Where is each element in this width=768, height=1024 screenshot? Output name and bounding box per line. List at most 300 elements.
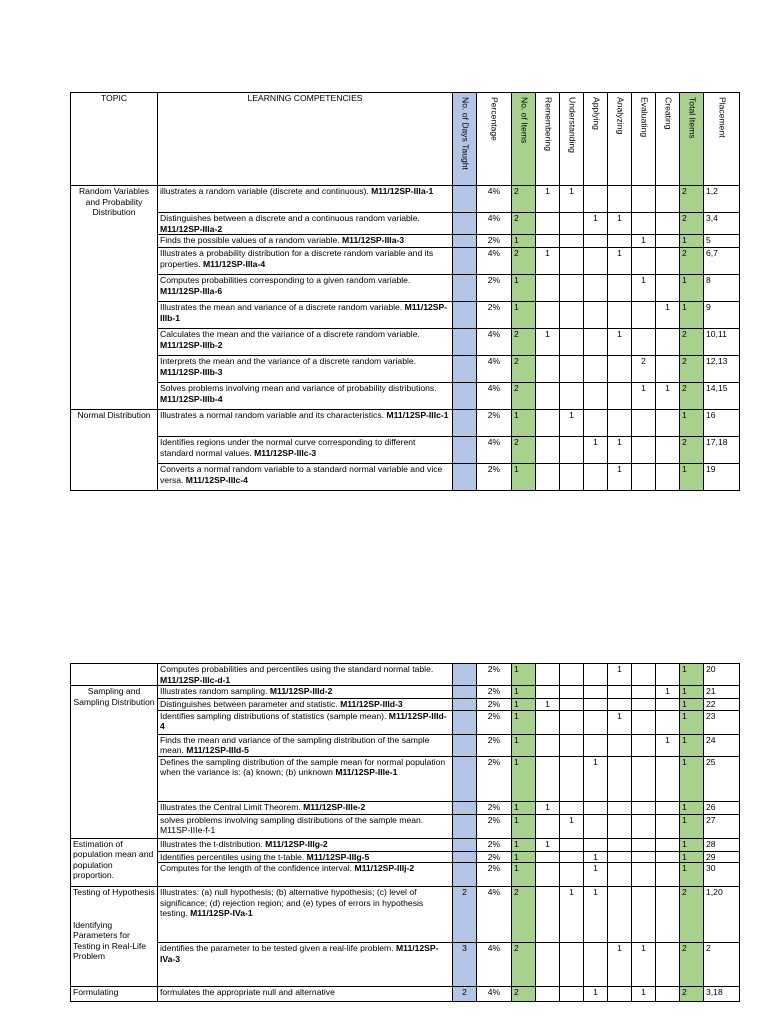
topic-sampling-distribution — [71, 686, 158, 839]
header-topic: TOPIC — [71, 93, 158, 186]
competency-cell — [158, 838, 453, 851]
percentage-cell: 2% — [477, 302, 512, 329]
applying-cell — [584, 664, 608, 686]
table-of-specifications-page-1 — [70, 92, 740, 491]
table-row — [71, 987, 740, 1002]
creating-cell — [656, 248, 680, 275]
understanding-cell — [560, 248, 584, 275]
competency-text: Interprets the mean and the variance of a discrete random variable. — [160, 356, 417, 366]
total-items-cell: 1 — [680, 710, 704, 734]
competency-code: M11/12SP-IIIa-1 — [371, 186, 434, 196]
competency-cell — [158, 356, 453, 383]
understanding-cell — [560, 838, 584, 851]
understanding-cell — [560, 383, 584, 410]
competency-text: Defines the sampling distribution of the sample mean for normal population when the variance is: (a) known; (b) unknown — [160, 756, 446, 777]
topic-estimation — [71, 838, 158, 887]
competency-code: M11/12SP-IIIb-1 — [160, 302, 448, 323]
items-cell: 1 — [512, 699, 536, 711]
remembering-cell — [536, 383, 560, 410]
table-row — [71, 943, 740, 987]
remembering-cell — [536, 235, 560, 248]
remembering-cell — [536, 410, 560, 437]
topic-label: Estimation of population mean and population proportion. — [73, 838, 154, 880]
placement-cell: 6,7 — [704, 248, 740, 275]
remembering-cell — [536, 863, 560, 887]
creating-cell — [656, 987, 680, 1002]
days-cell — [453, 814, 477, 838]
items-cell: 1 — [512, 756, 536, 801]
remembering-cell — [536, 664, 560, 686]
percentage-cell: 2% — [477, 686, 512, 699]
topic-label: Random Variables and Probability Distribution — [78, 186, 150, 217]
competency-text: Illustrates a normal random variable and its characteristics. — [160, 410, 385, 420]
applying-cell — [584, 186, 608, 213]
competency-cell — [158, 248, 453, 275]
understanding-cell — [560, 464, 584, 491]
creating-cell: 1 — [656, 734, 680, 756]
creating-cell — [656, 801, 680, 814]
placement-cell: 12,13 — [704, 356, 740, 383]
header-placement: Placement — [704, 93, 740, 186]
table-row — [71, 851, 740, 863]
understanding-cell — [560, 664, 584, 686]
evaluating-cell — [632, 302, 656, 329]
header-competencies: LEARNING COMPETENCIES — [158, 93, 453, 186]
competency-cell — [158, 734, 453, 756]
placement-cell: 20 — [704, 664, 740, 686]
remembering-cell: 1 — [536, 801, 560, 814]
analyzing-cell — [608, 801, 632, 814]
analyzing-cell — [608, 275, 632, 302]
creating-cell — [656, 410, 680, 437]
evaluating-cell — [632, 838, 656, 851]
header-row — [71, 93, 740, 186]
remembering-cell — [536, 686, 560, 699]
items-cell: 1 — [512, 863, 536, 887]
understanding-cell — [560, 437, 584, 464]
competency-cell — [158, 275, 453, 302]
competency-code: M11/12SP-IIIa-6 — [160, 285, 223, 296]
remembering-cell — [536, 356, 560, 383]
total-items-cell: 2 — [680, 186, 704, 213]
analyzing-cell: 1 — [608, 464, 632, 491]
percentage-cell: 4% — [477, 887, 512, 943]
days-cell — [453, 801, 477, 814]
competency-text: Computes probabilities and percentiles using the standard normal table. — [160, 664, 434, 674]
applying-cell: 1 — [584, 887, 608, 943]
placement-cell: 14,15 — [704, 383, 740, 410]
items-cell: 1 — [512, 235, 536, 248]
competency-cell — [158, 464, 453, 491]
items-cell: 1 — [512, 686, 536, 699]
competency-cell — [158, 213, 453, 235]
competency-cell — [158, 814, 453, 838]
percentage-cell: 4% — [477, 356, 512, 383]
items-cell: 2 — [512, 887, 536, 943]
competency-cell — [158, 329, 453, 356]
applying-cell: 1 — [584, 851, 608, 863]
analyzing-cell: 1 — [608, 664, 632, 686]
applying-cell: 1 — [584, 437, 608, 464]
evaluating-cell — [632, 464, 656, 491]
competency-cell — [158, 710, 453, 734]
placement-cell: 28 — [704, 838, 740, 851]
days-cell — [453, 410, 477, 437]
placement-cell: 10,11 — [704, 329, 740, 356]
analyzing-cell — [608, 851, 632, 863]
creating-cell — [656, 699, 680, 711]
items-cell: 2 — [512, 943, 536, 987]
applying-cell — [584, 464, 608, 491]
table-row — [71, 664, 740, 686]
table-row — [71, 437, 740, 464]
table-row — [71, 699, 740, 711]
competency-text: Identifies percentiles using the t-table. — [160, 851, 305, 862]
competency-text: Computes probabilities corresponding to a given random variable. — [160, 275, 411, 285]
understanding-cell — [560, 213, 584, 235]
understanding-cell — [560, 699, 584, 711]
percentage-cell: 4% — [477, 987, 512, 1002]
topic-label: Testing of Hypothesis — [73, 887, 155, 897]
table-row — [71, 302, 740, 329]
percentage-cell: 2% — [477, 664, 512, 686]
placement-cell: 17,18 — [704, 437, 740, 464]
analyzing-cell — [608, 814, 632, 838]
creating-cell — [656, 863, 680, 887]
competency-code: M11/12SP-IIIa-4 — [203, 258, 266, 269]
competency-cell — [158, 863, 453, 887]
competency-cell — [158, 887, 453, 943]
competency-code: M11/12SP-IIIj-2 — [354, 863, 415, 873]
analyzing-cell — [608, 302, 632, 329]
applying-cell: 1 — [584, 756, 608, 801]
percentage-cell: 2% — [477, 734, 512, 756]
items-cell: 2 — [512, 213, 536, 235]
competency-code: M11/12SP-IIIe-2 — [303, 801, 366, 812]
total-items-cell: 2 — [680, 248, 704, 275]
competency-cell — [158, 186, 453, 213]
creating-cell — [656, 943, 680, 987]
creating-cell — [656, 851, 680, 863]
creating-cell — [656, 356, 680, 383]
creating-cell — [656, 329, 680, 356]
items-cell: 2 — [512, 383, 536, 410]
table-of-specifications-page-2 — [70, 663, 740, 1002]
analyzing-cell — [608, 838, 632, 851]
understanding-cell: 1 — [560, 887, 584, 943]
header-items: No. of Items — [512, 93, 536, 186]
creating-cell — [656, 814, 680, 838]
applying-cell — [584, 814, 608, 838]
percentage-cell: 2% — [477, 814, 512, 838]
days-cell — [453, 710, 477, 734]
total-items-cell: 2 — [680, 213, 704, 235]
days-cell — [453, 838, 477, 851]
percentage-cell: 4% — [477, 329, 512, 356]
analyzing-cell — [608, 383, 632, 410]
topic-normal-distribution — [71, 410, 158, 491]
analyzing-cell: 1 — [608, 437, 632, 464]
remembering-cell: 1 — [536, 186, 560, 213]
total-items-cell: 1 — [680, 851, 704, 863]
competency-code: M11/12SP-IIIc-4 — [185, 474, 248, 485]
creating-cell — [656, 275, 680, 302]
table-row — [71, 356, 740, 383]
remembering-cell — [536, 734, 560, 756]
table-row — [71, 838, 740, 851]
remembering-cell: 1 — [536, 248, 560, 275]
items-cell: 1 — [512, 275, 536, 302]
total-items-cell: 1 — [680, 734, 704, 756]
creating-cell — [656, 186, 680, 213]
days-cell — [453, 664, 477, 686]
evaluating-cell: 1 — [632, 275, 656, 302]
days-cell — [453, 383, 477, 410]
competency-text: Calculates the mean and the variance of a discrete random variable. — [160, 329, 420, 339]
competency-cell — [158, 987, 453, 1002]
competency-text: Solves problems involving mean and variance of probability distributions. — [160, 383, 437, 393]
table-body — [71, 664, 740, 1002]
placement-cell: 26 — [704, 801, 740, 814]
table-row — [71, 863, 740, 887]
percentage-cell: 2% — [477, 710, 512, 734]
total-items-cell: 2 — [680, 987, 704, 1002]
header-analyzing: Analyzing — [608, 93, 632, 186]
items-cell: 2 — [512, 248, 536, 275]
analyzing-cell — [608, 756, 632, 801]
understanding-cell — [560, 329, 584, 356]
total-items-cell: 2 — [680, 887, 704, 943]
evaluating-cell: 1 — [632, 383, 656, 410]
topic-testing-hypothesis — [71, 887, 158, 987]
competency-cell — [158, 851, 453, 863]
table-row — [71, 213, 740, 235]
placement-cell: 3,18 — [704, 987, 740, 1002]
topic-empty — [71, 664, 158, 686]
table-row — [71, 383, 740, 410]
header-remembering: Remembering — [536, 93, 560, 186]
competency-text: solves problems involving sampling distributions of the sample mean. M11SP-IIIe-f-1 — [160, 814, 424, 835]
analyzing-cell: 1 — [608, 943, 632, 987]
competency-code: M11/12SP-IIId-2 — [269, 686, 333, 696]
evaluating-cell — [632, 686, 656, 699]
percentage-cell: 2% — [477, 275, 512, 302]
competency-code: M11/12SP-IIId-3 — [340, 699, 403, 709]
understanding-cell: 1 — [560, 814, 584, 838]
header-days: No. of Days Taught — [453, 93, 477, 186]
table-row — [71, 186, 740, 213]
total-items-cell: 2 — [680, 437, 704, 464]
creating-cell — [656, 664, 680, 686]
table-row — [71, 464, 740, 491]
understanding-cell — [560, 235, 584, 248]
evaluating-cell — [632, 801, 656, 814]
topic-label: Formulating — [73, 987, 119, 997]
days-cell — [453, 302, 477, 329]
placement-cell: 21 — [704, 686, 740, 699]
analyzing-cell — [608, 410, 632, 437]
remembering-cell — [536, 710, 560, 734]
evaluating-cell — [632, 699, 656, 711]
percentage-cell: 2% — [477, 410, 512, 437]
placement-cell: 19 — [704, 464, 740, 491]
remembering-cell — [536, 302, 560, 329]
evaluating-cell — [632, 734, 656, 756]
competency-text: Distinguishes between parameter and statistic. — [160, 699, 338, 709]
items-cell: 2 — [512, 437, 536, 464]
total-items-cell: 1 — [680, 801, 704, 814]
applying-cell — [584, 686, 608, 699]
placement-cell: 1,2 — [704, 186, 740, 213]
competency-code: M11/12SP-IVa-3 — [160, 943, 439, 964]
days-cell — [453, 356, 477, 383]
percentage-cell: 2% — [477, 838, 512, 851]
remembering-cell — [536, 464, 560, 491]
evaluating-cell — [632, 186, 656, 213]
understanding-cell — [560, 943, 584, 987]
days-cell — [453, 329, 477, 356]
days-cell — [453, 235, 477, 248]
total-items-cell: 1 — [680, 235, 704, 248]
items-cell: 1 — [512, 734, 536, 756]
days-cell — [453, 699, 477, 711]
analyzing-cell — [608, 356, 632, 383]
creating-cell — [656, 235, 680, 248]
competency-code: M11/12SP-IIIa-2 — [160, 223, 223, 234]
table-row — [71, 275, 740, 302]
total-items-cell: 1 — [680, 302, 704, 329]
percentage-cell: 4% — [477, 186, 512, 213]
applying-cell — [584, 302, 608, 329]
evaluating-cell — [632, 887, 656, 943]
total-items-cell: 1 — [680, 686, 704, 699]
table-row — [71, 710, 740, 734]
applying-cell — [584, 275, 608, 302]
evaluating-cell — [632, 863, 656, 887]
analyzing-cell — [608, 186, 632, 213]
remembering-cell — [536, 943, 560, 987]
remembering-cell — [536, 275, 560, 302]
table-row — [71, 887, 740, 943]
competency-text: Identifies sampling distributions of statistics (sample mean). — [160, 710, 387, 721]
creating-cell: 1 — [656, 302, 680, 329]
applying-cell — [584, 734, 608, 756]
evaluating-cell — [632, 329, 656, 356]
competency-text: Illustrates: (a) null hypothesis; (b) alternative hypothesis; (c) level of significance; (d) rejection region; and (e) types of errors in hypothesis testing. — [160, 887, 424, 918]
evaluating-cell — [632, 664, 656, 686]
competency-text: Illustrates random sampling. — [160, 686, 268, 696]
percentage-cell: 4% — [477, 248, 512, 275]
table-row — [71, 801, 740, 814]
days-cell — [453, 275, 477, 302]
placement-cell: 8 — [704, 275, 740, 302]
creating-cell — [656, 838, 680, 851]
applying-cell — [584, 248, 608, 275]
topic-formulating — [71, 987, 158, 1002]
competency-text: Distinguishes between a discrete and a continuous random variable. — [160, 213, 420, 223]
understanding-cell — [560, 710, 584, 734]
evaluating-cell — [632, 756, 656, 801]
header-percentage: Percentage — [477, 93, 512, 186]
evaluating-cell — [632, 710, 656, 734]
percentage-cell: 4% — [477, 437, 512, 464]
creating-cell: 1 — [656, 383, 680, 410]
competency-code: M11/12SP-IIId-5 — [186, 745, 249, 755]
remembering-cell: 1 — [536, 838, 560, 851]
understanding-cell — [560, 302, 584, 329]
days-cell — [453, 213, 477, 235]
topic-label: Normal Distribution — [77, 410, 151, 420]
applying-cell — [584, 943, 608, 987]
remembering-cell — [536, 213, 560, 235]
remembering-cell: 1 — [536, 699, 560, 711]
percentage-cell: 4% — [477, 943, 512, 987]
total-items-cell: 2 — [680, 943, 704, 987]
total-items-cell: 1 — [680, 756, 704, 801]
analyzing-cell — [608, 699, 632, 711]
percentage-cell: 2% — [477, 801, 512, 814]
analyzing-cell — [608, 686, 632, 699]
competency-cell — [158, 756, 453, 801]
total-items-cell: 1 — [680, 838, 704, 851]
evaluating-cell: 1 — [632, 987, 656, 1002]
placement-cell: 1,20 — [704, 887, 740, 943]
competency-cell — [158, 699, 453, 711]
applying-cell — [584, 410, 608, 437]
placement-cell: 29 — [704, 851, 740, 863]
placement-cell: 27 — [704, 814, 740, 838]
evaluating-cell — [632, 814, 656, 838]
days-cell — [453, 248, 477, 275]
days-cell — [453, 464, 477, 491]
days-cell — [453, 851, 477, 863]
understanding-cell — [560, 987, 584, 1002]
understanding-cell: 1 — [560, 410, 584, 437]
competency-code: M11/12SP-IIIa-3 — [342, 235, 405, 245]
total-items-cell: 1 — [680, 275, 704, 302]
competency-text: identifies the parameter to be tested given a real-life problem. — [160, 943, 394, 953]
competency-code: M11/12SP-IIIe-1 — [335, 767, 398, 777]
percentage-cell: 2% — [477, 851, 512, 863]
total-items-cell: 1 — [680, 863, 704, 887]
total-items-cell: 1 — [680, 464, 704, 491]
understanding-cell — [560, 356, 584, 383]
analyzing-cell — [608, 734, 632, 756]
competency-code: M11/12SP-IIIb-3 — [160, 366, 223, 377]
competency-text: Illustrates the Central Limit Theorem. — [160, 801, 301, 812]
evaluating-cell — [632, 213, 656, 235]
percentage-cell: 2% — [477, 464, 512, 491]
analyzing-cell — [608, 863, 632, 887]
header-creating: Creating — [656, 93, 680, 186]
items-cell: 1 — [512, 710, 536, 734]
days-cell: 2 — [453, 987, 477, 1002]
table-row — [71, 235, 740, 248]
items-cell: 2 — [512, 186, 536, 213]
evaluating-cell: 1 — [632, 943, 656, 987]
days-cell: 2 — [453, 887, 477, 943]
evaluating-cell — [632, 437, 656, 464]
table-row — [71, 734, 740, 756]
applying-cell: 1 — [584, 987, 608, 1002]
remembering-cell — [536, 814, 560, 838]
days-cell — [453, 437, 477, 464]
analyzing-cell: 1 — [608, 213, 632, 235]
table-row — [71, 686, 740, 699]
competency-text: Identifies regions under the normal curve corresponding to different standard normal values. — [160, 437, 416, 458]
percentage-cell: 2% — [477, 756, 512, 801]
competency-cell — [158, 664, 453, 686]
